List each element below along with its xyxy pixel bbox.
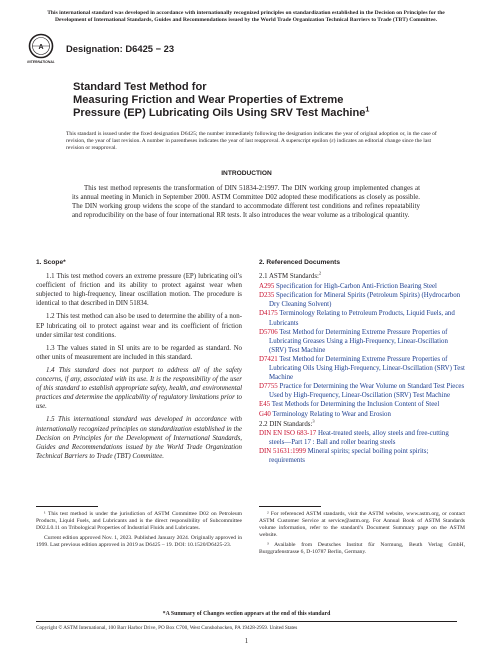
header-notice: This international standard was developed in accordance with internationally recognized principles on standardization established in the Decision on Principles for the Development of International Standards, Guides and Recommendations issued by the World Trade Organization Technical Barriers to Trade (TBT) Committee. [47, 10, 445, 23]
issued-note: This standard is issued under the fixed designation D6425; the number immediately following the designation indicates the year of original adoption or, in the case of revision, the year of last revision. A number in parentheses indicates the year of last reapproval. A superscript epsilon (ε) indicates an editorial change since the last revision or reapproval. [66, 131, 437, 152]
title-line-1: Standard Test Method for [73, 81, 207, 93]
reference-title-link[interactable]: Specification for High-Carbon Anti-Friction Bearing Steel [274, 283, 437, 291]
astm-reference-item [259, 410, 465, 419]
reference-code-link[interactable]: E45 [259, 401, 271, 409]
title-line-2: Measuring Friction and Wear Properties of Extreme [73, 94, 344, 106]
reference-code-link[interactable]: D4175 [259, 310, 278, 318]
title-line-3: Pressure (EP) Lubricating Oils Using SRV Test Machine [73, 107, 366, 119]
svg-text:A: A [38, 44, 44, 51]
footnote-1-edition: Current edition approved Nov. 1, 2023. Published January 2024. Originally approved in 1999. Last previous edition approved in 2019 as D6425 – 19. DOI: 10.1520/D6425-23. [36, 535, 242, 548]
din-reference-item [259, 447, 465, 465]
astm-reference-item [259, 328, 465, 355]
reference-title-link[interactable]: Test Method for Determining Extreme Pressure Properties of Lubricating Oils Using High-Frequency, Linear-Oscillation (SRV) Test Machine [269, 355, 465, 382]
reference-title-link[interactable]: Heat-treated steels, alloy steels and free-cutting steels—Part 17 : Ball and roller bearing steels [269, 429, 449, 446]
scope-1-3: 1.3 The values stated in SI units are to be regarded as standard. No other units of measurement are included in this standard. [36, 344, 242, 361]
reference-title-link[interactable]: Specification for Mineral Spirits (Petroleum Spirits) (Hydrocarbon Dry Cleaning Solvent) [269, 292, 461, 309]
intro-text: This test method represents the transformation of DIN 51834-2:1997. The DIN working group implemented changes at its annual meeting in Munich in September 2000. ASTM Committee D02 adopted these modifications as closely as possible. The DIN working group widens the scope of the standard to accommodate different test conditions and refines repeatability and reproducibility on the base of four international RR tests. It also introduces the wear volume as a tribological quantity. [72, 185, 420, 220]
references-heading: 2. Referenced Documents [259, 259, 340, 266]
astm-footnote-marker: 2 [318, 270, 322, 276]
reference-title-link[interactable]: Mineral spirits; special boiling point spirits; requirements [269, 447, 429, 464]
reference-title-link[interactable]: Terminology Relating to Petroleum Products, Liquid Fuels, and Lubricants [269, 310, 455, 327]
astm-reference-item [259, 282, 465, 291]
copyright: Copyright © ASTM International, 100 Barr Harbor Drive, PO Box C700, West Conshohocken, PA 19428-2959. United States [36, 625, 298, 631]
reference-title-link[interactable]: Practice for Determining the Wear Volume on Standard Test Pieces Used by High-Frequency, Linear-Oscillation (SRV) Test Machine [269, 383, 465, 400]
footnote-2: ² For referenced ASTM standards, visit the ASTM website, www.astm.org, or contact ASTM Customer Service at service@astm.org. For Annual Book of ASTM Standards volume information, refer to the standard’s Document Summary page on the ASTM website. [259, 511, 465, 538]
scope-1-1: 1.1 This test method covers an extreme pressure (EP) lubricating oil’s coefficient of friction and its ability to protect against wear when subjected to high-frequency, linear oscillation motion. The procedure is identical to that described in DIN 51834. [36, 273, 242, 308]
scope-1-5: 1.5 This international standard was developed in accordance with internationally recognized principles on standardization established in the Decision on Principles for the Development of International Standards, Guides and Recommendations issued by the World Trade Organization Technical Barriers to Trade (TBT) Committee. [36, 416, 242, 460]
left-column [36, 258, 242, 548]
reference-title-link[interactable]: Test Method for Determining Extreme Pressure Properties of Lubricating Greases Using a High-Frequency, Linear-Oscillation (SRV) Test Machine [269, 328, 448, 354]
title-footnote-marker: 1 [365, 104, 370, 114]
footnote-divider-right [259, 506, 321, 507]
astm-standards-subheading: 2.1 ASTM Standards: [259, 273, 319, 281]
scope-1-4: 1.4 This standard does not purport to address all of the safety concerns, if any, associated with its use. It is the responsibility of the user of this standard to establish appropriate safety, health, and environmental practices and determine the applicability of regulatory limitations prior to use. [36, 366, 242, 411]
scope-heading: 1. Scope* [36, 259, 66, 266]
din-reference-list [259, 429, 465, 465]
document-title [73, 81, 443, 120]
reference-title-link[interactable]: Terminology Relating to Wear and Erosion [270, 410, 391, 418]
astm-reference-item [259, 400, 465, 409]
reference-code-link[interactable]: DIN EN ISO 683-17 [259, 429, 317, 437]
reference-code-link[interactable]: D7421 [259, 355, 278, 363]
footnote-1-jurisdiction: ¹ This test method is under the jurisdiction of ASTM Committee D02 on Petroleum Products, Liquid Fuels, and Lubricants and is the direct responsibility of Subcommittee D02.L0.11 on Tribological Properties of Industrial Fluids and Lubricates. [36, 511, 242, 531]
reference-code-link[interactable]: D7755 [259, 383, 278, 391]
reference-code-link[interactable]: A295 [259, 283, 275, 291]
din-reference-item [259, 429, 465, 447]
right-column [259, 258, 465, 555]
footnote-3: ³ Available from Deutsches Institut für Normung, Beuth Verlag GmbH, Burggrafenstrasse 6, D-10787 Berlin, Germany. [259, 542, 465, 555]
summary-of-changes-note: *A Summary of Changes section appears at the end of this standard [162, 611, 331, 617]
astm-reference-item [259, 382, 465, 400]
page-number: 1 [244, 638, 249, 645]
astm-reference-item [259, 355, 465, 382]
logo-text: INTERNATIONAL [27, 60, 55, 64]
din-footnote-marker: 3 [312, 418, 315, 424]
copyright-divider [36, 621, 457, 622]
reference-code-link[interactable]: D235 [259, 292, 275, 300]
astm-reference-list [259, 282, 465, 418]
intro-heading: INTRODUCTION [221, 170, 272, 177]
designation: Designation: D6425 − 23 [66, 43, 175, 54]
reference-code-link[interactable]: DIN 51631:1999 [259, 447, 306, 455]
footnote-divider [36, 506, 98, 507]
reference-code-link[interactable]: G40 [259, 410, 271, 418]
din-standards-subheading: 2.2 DIN Standards: [259, 420, 313, 428]
astm-logo-icon [28, 33, 54, 67]
astm-reference-item [259, 291, 465, 309]
astm-reference-item [259, 309, 465, 327]
reference-title-link[interactable]: Test Methods for Determining the Inclusion Content of Steel [270, 401, 440, 409]
reference-code-link[interactable]: D5706 [259, 328, 278, 336]
scope-1-2: 1.2 This test method can also be used to determine the ability of a non-EP lubricating oil to protect against wear and its coefficient of friction under similar test conditions. [36, 313, 242, 339]
